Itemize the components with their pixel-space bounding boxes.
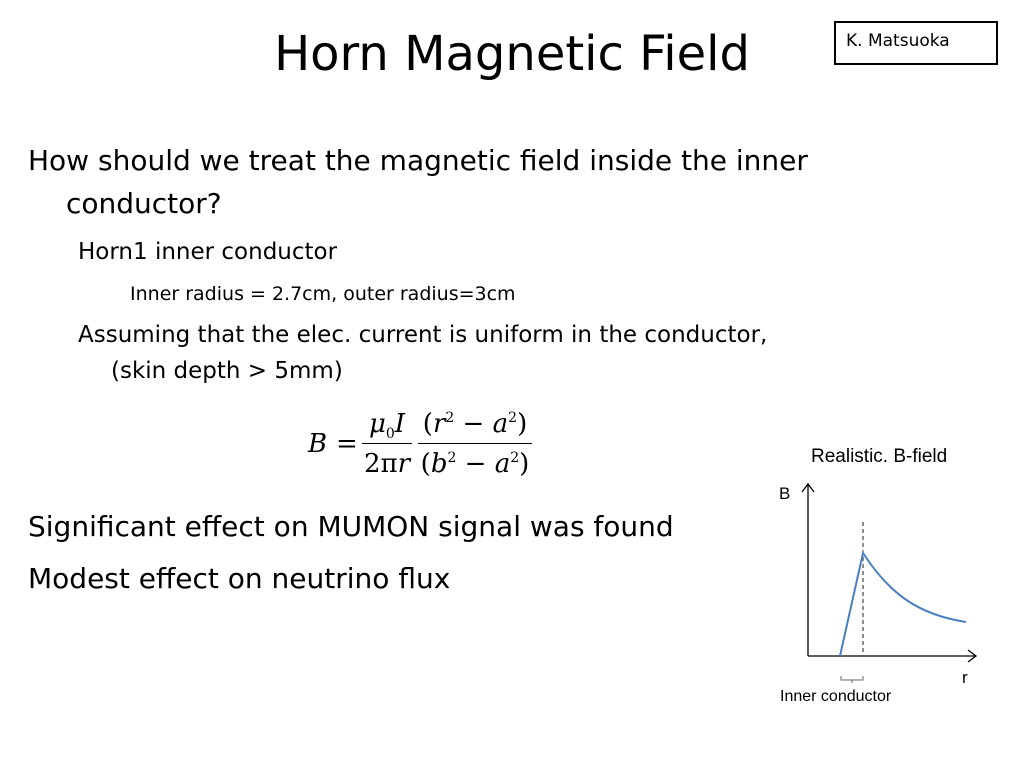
formula-equals: = xyxy=(336,429,358,459)
slide-title: Horn Magnetic Field xyxy=(274,26,750,82)
formula-I: I xyxy=(394,409,406,439)
formula-mu-sub: 0 xyxy=(385,426,395,442)
author-box: K. Matsuoka xyxy=(834,21,998,65)
bullet-mumon: Significant effect on MUMON signal was found xyxy=(28,510,674,543)
b-field-formula xyxy=(300,405,550,497)
inner-conductor-bracket xyxy=(841,676,863,683)
bullet-flux: Modest effect on neutrino flux xyxy=(28,562,451,595)
bullet-radius: Inner radius = 2.7cm, outer radius=3cm xyxy=(130,283,516,305)
graph-y-label: B xyxy=(779,484,791,503)
formula-r: r xyxy=(397,449,411,479)
formula-lhs: B xyxy=(308,429,328,459)
bullet-assume-line1: Assuming that the elec. current is uniform in the conductor, xyxy=(78,322,768,348)
formula-fraction-2: $(r^2 - a^2)$ $(b^2 - a^2)$ xyxy=(418,405,532,482)
formula-2pi: 2π xyxy=(363,449,398,479)
b-field-graph xyxy=(770,440,1010,720)
b-field-curve xyxy=(840,553,966,656)
bullet-question-line2: conductor? xyxy=(66,187,222,220)
graph-bracket-label: Inner conductor xyxy=(780,688,892,705)
bullet-horn1: Horn1 inner conductor xyxy=(78,239,338,265)
graph-title: Realistic. B-field xyxy=(811,446,948,467)
formula-fraction-1 xyxy=(362,405,412,482)
graph-x-label: r xyxy=(962,668,968,687)
bullet-question-line1: How should we treat the magnetic field inside the inner xyxy=(28,144,808,177)
formula-mu: μ xyxy=(368,409,386,439)
bullet-assume-line2: (skin depth > 5mm) xyxy=(111,358,343,384)
